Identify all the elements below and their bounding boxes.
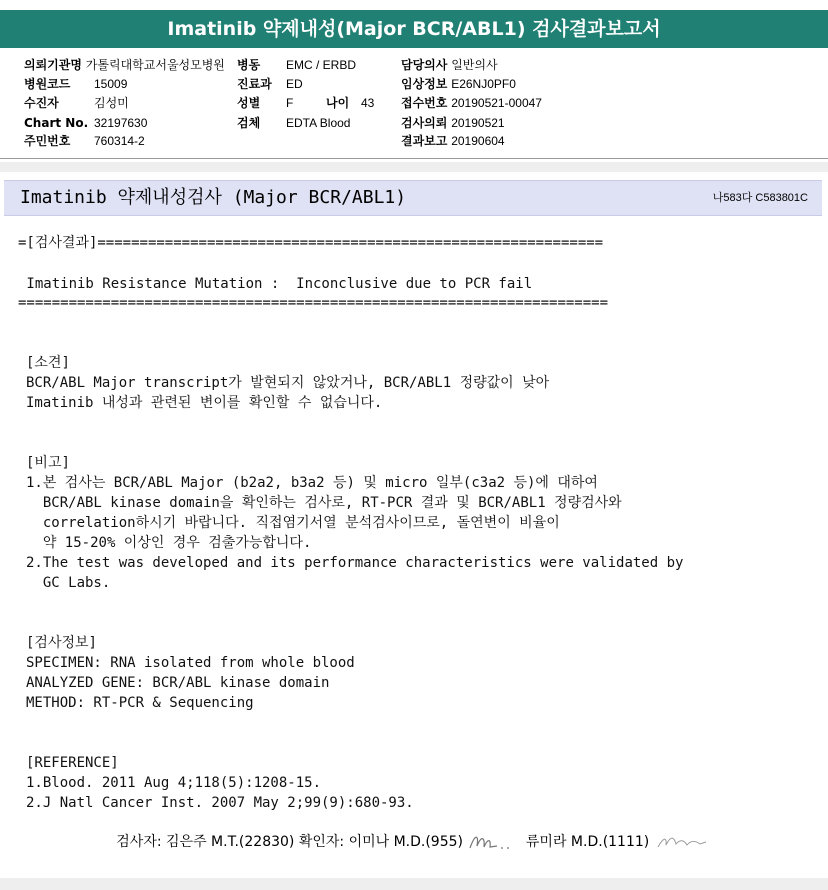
ward-value: EMC / ERBD [286,58,357,72]
sex-value: F [286,96,294,110]
confirmer2-text: 류미라 M.D.(1111) [525,834,650,850]
chart-no-value: 32197630 [94,116,148,130]
remarks-line: BCR/ABL kinase domain을 확인하는 검사로, RT-PCR 결과 및 BCR/ABL1 정량검사와 [26,495,622,511]
report-date-label: 결과보고 [401,134,448,148]
chart-no-label: Chart No. [24,116,89,130]
specimen-label: 검체 [237,116,261,130]
signature-footer [0,828,828,856]
patient-value: 김성미 [94,96,129,110]
section-title-bar [4,180,822,216]
specimen-value: EDTA Blood [286,116,351,130]
accession-label: 접수번호 [401,96,448,110]
institution-label: 의뢰기관명 [24,58,82,72]
dept-value: ED [286,77,303,91]
ward-label: 병동 [237,58,261,72]
confirmer-text: 확인자: 이미나 M.D.(955) [298,834,463,850]
test-info-heading: [검사정보] [26,635,97,651]
remarks-line: GC Labs. [26,575,111,591]
request-date-label: 검사의뢰 [401,116,448,130]
remarks-line: 약 15-20% 이상인 경우 검출가능합니다. [26,535,312,551]
test-info-gene: ANALYZED GENE: BCR/ABL kinase domain [26,675,330,691]
age-label: 나이 [326,96,350,110]
tester-text: 검사자: 김은주 M.T.(22830) [116,834,295,850]
remarks-heading: [비고] [26,455,70,471]
accession-value: 20190521-00047 [451,96,542,110]
reference-heading: [REFERENCE] [26,755,119,771]
doctor-value: 일반의사 [451,58,498,72]
dept-label: 진료과 [237,77,272,91]
report-title: Imatinib 약제내성(Major BCR/ABL1) 검사결과보고서 [0,10,828,48]
clinical-value: E26NJ0PF0 [451,77,516,91]
institution-value: 가톨릭대학교서울성모병원 [85,58,225,72]
opinion-line: Imatinib 내성과 관련된 변이를 확인할 수 없습니다. [26,395,383,411]
remarks-line: 2.The test was developed and its performance characteristics were validated by [26,555,684,571]
test-info-specimen: SPECIMEN: RNA isolated from whole blood [26,655,355,671]
hospital-code-value: 15009 [94,77,128,91]
reference-item: 1.Blood. 2011 Aug 4;118(5):1208-15. [26,775,322,791]
bottom-band [0,878,828,890]
result-rule-line: ====================================================================== [18,295,609,311]
section-title: Imatinib 약제내성검사 (Major BCR/ABL1) [20,187,407,208]
request-date-value: 20190521 [451,116,505,130]
sex-label: 성별 [237,96,261,110]
signature-image [654,830,712,854]
age-value: 43 [361,96,375,110]
id-label: 주민번호 [24,134,71,148]
doctor-label: 담당의사 [401,58,448,72]
remarks-line: 1.본 검사는 BCR/ABL Major (b2a2, b3a2 등) 및 micro 일부(c3a2 등)에 대하여 [26,475,598,491]
report-date-value: 20190604 [451,134,505,148]
test-info-method: METHOD: RT-PCR & Sequencing [26,695,254,711]
clinical-label: 임상정보 [401,77,448,91]
patient-label: 수진자 [24,96,59,110]
mutation-result: Imatinib Resistance Mutation : Inconclusive due to PCR fail [18,276,533,292]
opinion-heading: [소견] [26,355,70,371]
signature-image [467,830,521,854]
opinion-line: BCR/ABL Major transcript가 발현되지 않았거나, BCR/ABL1 정량값이 낮아 [26,375,550,391]
header-divider-shadow [0,162,828,172]
header-divider [0,158,828,159]
result-header-line: =[검사결과]============================================================ [18,235,604,251]
id-value: 760314-2 [94,134,145,148]
hospital-code-label: 병원코드 [24,77,71,91]
section-code: 나583다 C583801C [712,192,808,204]
remarks-line: correlation하시기 바랍니다. 직접염기서열 분석검사이므로, 돌연변이 비율이 [26,515,560,531]
reference-item: 2.J Natl Cancer Inst. 2007 May 2;99(9):680-93. [26,795,414,811]
